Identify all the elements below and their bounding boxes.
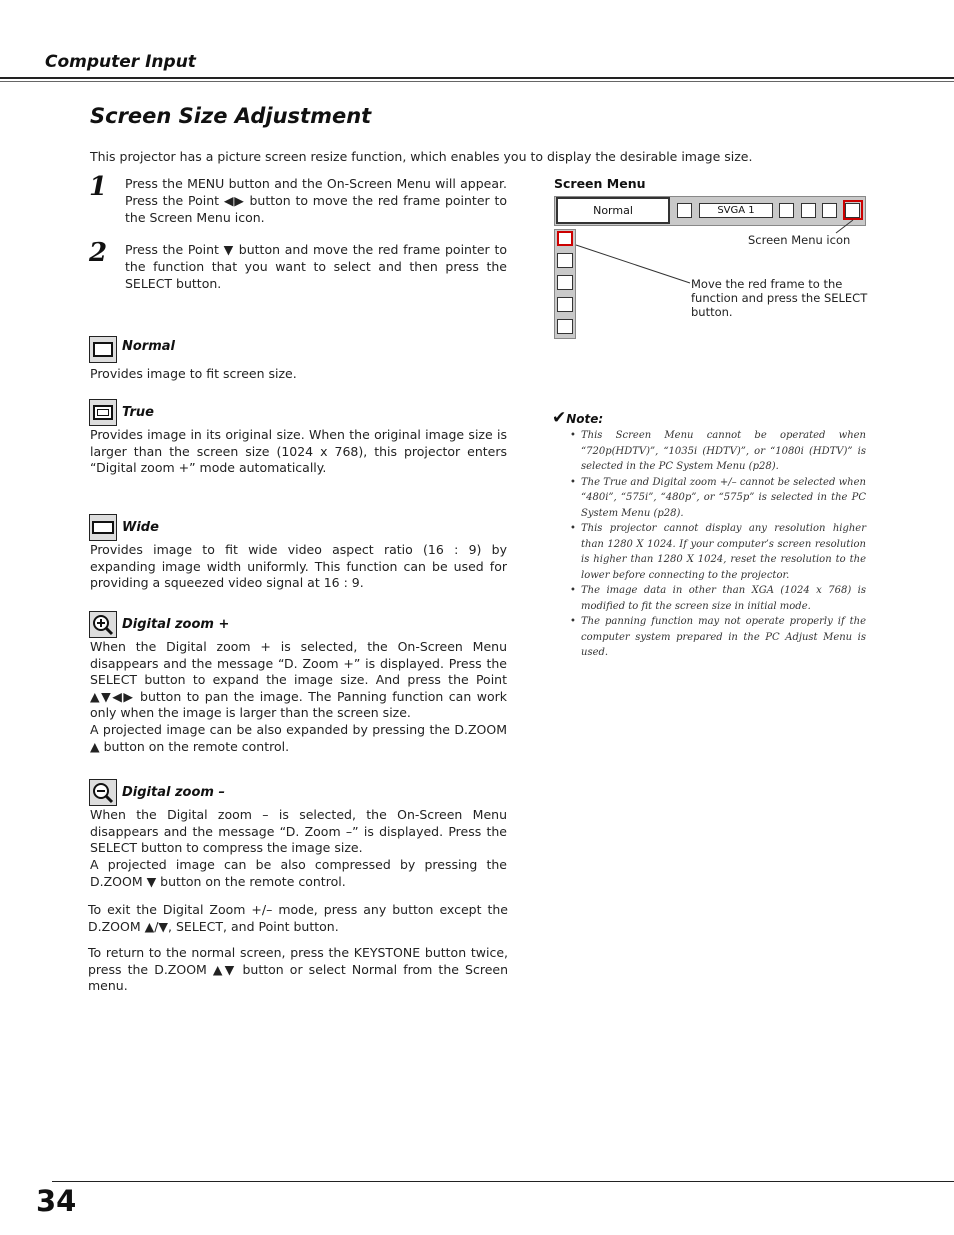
exit-zoom-text: To exit the Digital Zoom +/– mode, press any button except the D.ZOOM ▲/▼, SELECT, and Point button. [88, 902, 508, 934]
normal-title: Normal [122, 339, 175, 354]
menu-normal-box: Normal [556, 197, 670, 224]
step-2-number: 2 [89, 238, 108, 268]
true-screen-icon [89, 399, 117, 426]
callout-red-frame: Move the red frame to the function and press the SELECT button. [691, 277, 868, 319]
note-item: • This Screen Menu cannot be operated when “720p(HDTV)”, “1035i (HDTV)”, or “1080i (HDTV)” is selected in the PC System Menu (p28). [570, 428, 866, 475]
note-heading-text: Note: [566, 412, 604, 426]
section-header: Computer Input [45, 52, 196, 72]
step-1-number: 1 [89, 172, 108, 202]
normal-text: Provides image to fit screen size. [90, 366, 297, 381]
true-text: Provides image in its original size. When the original image size is larger than the screen size (1024 x 768), this projector enters “Digital zoom +” mode automatically. [90, 427, 507, 475]
footer-rule [52, 1181, 954, 1182]
note-item: • The image data in other than XGA (1024 x 768) is modified to fit the screen size in initial mode. [570, 583, 866, 614]
zoom-in-text: When the Digital zoom + is selected, the On-Screen Menu disappears and the message “D. Zoom +” is displayed. Press the SELECT button to expand the image size. And press the Point ▲▼◀▶ button to pan the image. The Panning function can work only when the image is larger than the screen size. [90, 639, 507, 720]
zoom-out-title: Digital zoom – [122, 785, 225, 800]
zoom-in-icon [89, 611, 117, 638]
step-1-text: Press the MENU button and the On-Screen Menu will appear. Press the Point ◀▶ button to move the red frame pointer to the Screen Menu icon. [125, 176, 507, 225]
checkmark-icon: ✔ [552, 408, 567, 428]
callout-screen-menu-icon: Screen Menu icon [748, 233, 851, 247]
page-title: Screen Size Adjustment [90, 104, 372, 128]
return-normal-text: To return to the normal screen, press the KEYSTONE button twice, press the D.ZOOM ▲▼ button or select Normal from the Screen menu. [88, 945, 508, 993]
zoom-in-title: Digital zoom + [122, 617, 230, 632]
zoom-out-remote-text: A projected image can be also compressed by pressing the D.ZOOM ▼ button on the remote control. [90, 857, 507, 889]
wide-text: Provides image to fit wide video aspect ratio (16 : 9) by expanding image width uniformly. This function can be used for providing a squeezed video signal at 16 : 9. [90, 542, 507, 590]
wide-title: Wide [122, 520, 159, 535]
step-2-text: Press the Point ▼ button and move the red frame pointer to the function that you want to select and then press the SELECT button. [125, 242, 507, 291]
note-heading [552, 408, 603, 428]
screen-menu-label: Screen Menu [554, 176, 646, 191]
menu-svga-box: SVGA 1 [699, 203, 773, 218]
note-item: • This projector cannot display any resolution higher than 1280 X 1024. If your computer’s screen resolution is higher than 1280 X 1024, reset the resolution to the lower before connecting to the projector. [570, 521, 866, 583]
zoom-out-icon [89, 779, 117, 806]
true-title: True [122, 405, 154, 420]
note-item: • The panning function may not operate properly if the computer system prepared in the PC Adjust Menu is used. [570, 614, 866, 661]
zoom-out-text: When the Digital zoom – is selected, the On-Screen Menu disappears and the message “D. Zoom –” is displayed. Press the SELECT button to compress the image size. [90, 807, 507, 855]
page-number: 34 [36, 1184, 77, 1218]
callout-lines [0, 0, 954, 400]
zoom-in-remote-text: A projected image can be also expanded by pressing the D.ZOOM ▲ button on the remote control. [90, 722, 507, 754]
note-item: • The True and Digital zoom +/– cannot be selected when “480i”, “575i”, “480p”, or “575p” is selected in the PC System Menu (p28). [570, 475, 866, 522]
wide-screen-icon [89, 514, 117, 541]
note-list [570, 428, 866, 661]
intro-text: This projector has a picture screen resize function, which enables you to display the desirable image size. [90, 149, 753, 164]
